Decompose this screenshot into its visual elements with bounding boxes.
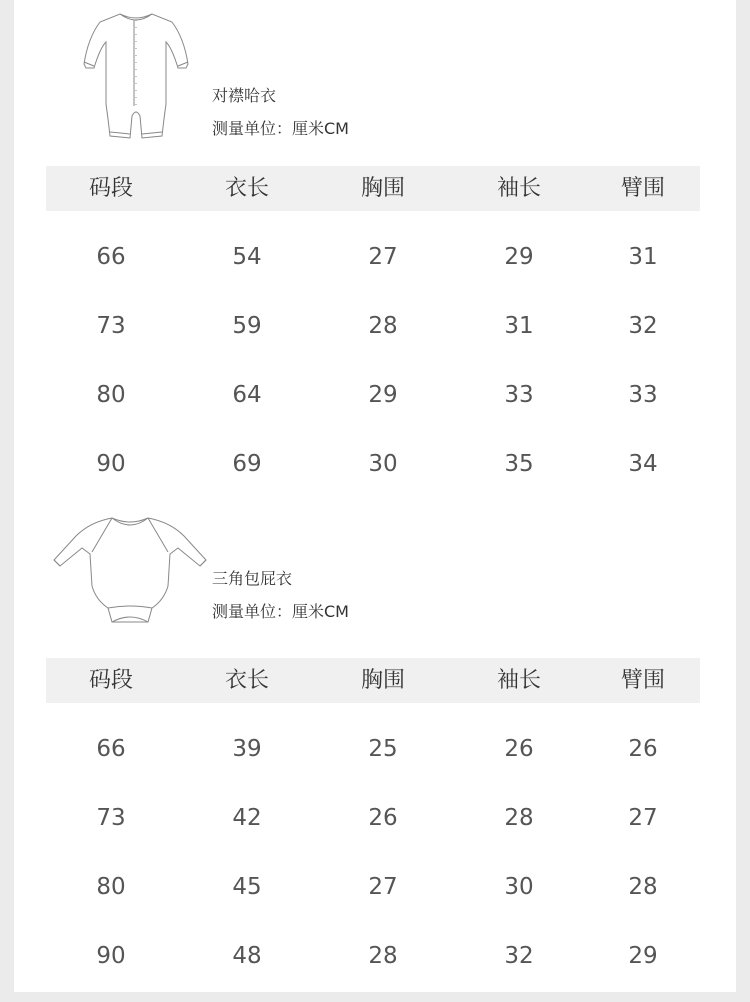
header-arm: 臂围 (620, 176, 665, 201)
table-cell: 30 (368, 451, 398, 477)
table-cell: 32 (628, 313, 658, 339)
romper-icon (80, 8, 192, 146)
header-sleeve: 袖长 (496, 176, 541, 201)
header-length: 衣长 (224, 668, 269, 693)
table-cell: 29 (368, 382, 398, 408)
unit-label: 测量单位：厘米CM (212, 119, 349, 138)
product-name: 三角包屁衣 (212, 569, 293, 588)
table-cell: 54 (232, 244, 262, 270)
header-size: 码段 (88, 668, 133, 693)
table-cell: 30 (504, 874, 534, 900)
table-cell: 80 (96, 382, 126, 408)
size-chart-page (14, 0, 736, 992)
table-cell: 33 (628, 382, 658, 408)
table-cell: 33 (504, 382, 534, 408)
table-row (46, 349, 700, 418)
table-row (46, 280, 700, 349)
unit-label: 测量单位：厘米CM (212, 602, 349, 621)
table-cell: 29 (504, 244, 534, 270)
table-cell: 28 (368, 313, 398, 339)
size-table (46, 658, 700, 979)
table-cell: 28 (628, 874, 658, 900)
table-row (46, 211, 700, 280)
header-length: 衣长 (224, 176, 269, 201)
bodysuit-icon (52, 508, 208, 626)
table-row (46, 841, 700, 910)
table-cell: 80 (96, 874, 126, 900)
table-cell: 73 (96, 313, 126, 339)
table-cell: 31 (504, 313, 534, 339)
table-header (46, 166, 700, 211)
table-cell: 90 (96, 451, 126, 477)
table-cell: 29 (628, 943, 658, 969)
table-row (46, 772, 700, 841)
table-header (46, 658, 700, 703)
header-size: 码段 (88, 176, 133, 201)
table-cell: 26 (368, 805, 398, 831)
table-cell: 34 (628, 451, 658, 477)
table-cell: 26 (628, 736, 658, 762)
product-name: 对襟哈衣 (212, 86, 277, 105)
table-cell: 35 (504, 451, 534, 477)
table-cell: 26 (504, 736, 534, 762)
header-arm: 臂围 (620, 668, 665, 693)
table-cell: 69 (232, 451, 262, 477)
size-table (46, 166, 700, 487)
table-cell: 27 (368, 244, 398, 270)
table-row (46, 703, 700, 772)
table-cell: 64 (232, 382, 262, 408)
table-cell: 48 (232, 943, 262, 969)
table-cell: 27 (628, 805, 658, 831)
table-cell: 25 (368, 736, 398, 762)
table-cell: 31 (628, 244, 658, 270)
table-row (46, 418, 700, 487)
table-cell: 73 (96, 805, 126, 831)
table-cell: 39 (232, 736, 262, 762)
table-row (46, 910, 700, 979)
header-chest: 胸围 (360, 668, 405, 693)
table-cell: 27 (368, 874, 398, 900)
table-cell: 66 (96, 244, 126, 270)
header-chest: 胸围 (360, 176, 405, 201)
table-cell: 28 (368, 943, 398, 969)
table-cell: 28 (504, 805, 534, 831)
table-cell: 32 (504, 943, 534, 969)
header-sleeve: 袖长 (496, 668, 541, 693)
table-cell: 90 (96, 943, 126, 969)
table-cell: 66 (96, 736, 126, 762)
table-cell: 42 (232, 805, 262, 831)
table-cell: 45 (232, 874, 262, 900)
table-cell: 59 (232, 313, 262, 339)
